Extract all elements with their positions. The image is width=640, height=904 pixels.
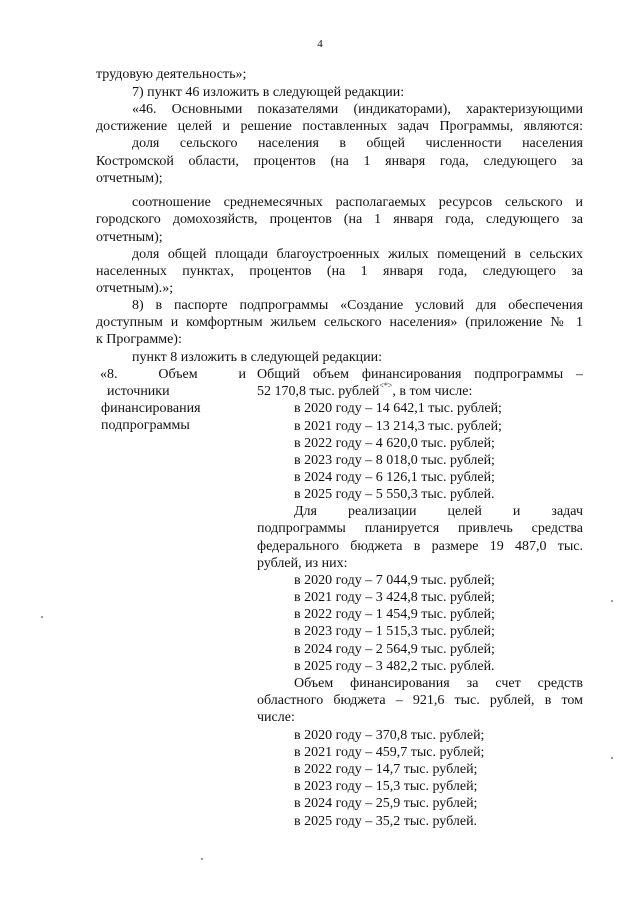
- text-line: доля сельского населения в общей численности населения: [132, 136, 583, 151]
- federal-funding-line: Для реализации целей и задач: [294, 504, 583, 519]
- year-line: в 2023 году – 1 515,3 тыс. рублей;: [294, 624, 495, 639]
- table-left-text: источники: [107, 384, 170, 399]
- text-line: доля общей площади благоустроенных жилых помещений в сельских: [132, 247, 583, 262]
- year-line: в 2023 году – 15,3 тыс. рублей;: [294, 779, 478, 794]
- year-line: в 2022 году – 1 454,9 тыс. рублей;: [294, 607, 495, 622]
- text-line: доступным и комфортным жильем сельского населения» (приложение № 1: [96, 315, 583, 330]
- text-line: 8) в паспорте подпрограммы «Создание условий для обеспечения: [132, 298, 583, 313]
- text-line: отчетным).»;: [96, 281, 174, 296]
- text-line: населенных пунктах, процентов (на 1 января года, следующего за: [96, 264, 583, 279]
- text-line: городского домохозяйств, процентов (на 1 января года, следующего за: [96, 212, 583, 227]
- regional-funding-line: Объем финансирования за счет средств: [294, 676, 583, 691]
- table-left-heading: «8. Объем и: [100, 367, 246, 382]
- text-line: пункт 8 изложить в следующей редакции:: [132, 350, 382, 365]
- scan-speck: [201, 858, 203, 860]
- federal-funding-line: рублей, из них:: [257, 556, 348, 571]
- scan-speck: [611, 600, 613, 602]
- total-funding-line: Общий объем финансирования подпрограммы –: [257, 367, 583, 382]
- year-line: в 2020 году – 7 044,9 тыс. рублей;: [294, 573, 495, 588]
- year-line: в 2020 году – 370,8 тыс. рублей;: [294, 728, 485, 743]
- year-line: в 2021 году – 3 424,8 тыс. рублей;: [294, 590, 495, 605]
- text-line: Костромской области, процентов (на 1 января года, следующего за: [96, 154, 583, 169]
- year-line: в 2025 году – 35,2 тыс. рублей.: [294, 814, 478, 829]
- text-line: 7) пункт 46 изложить в следующей редакции:: [132, 85, 405, 100]
- year-line: в 2025 году – 5 550,3 тыс. рублей.: [294, 487, 495, 502]
- year-line: в 2022 году – 14,7 тыс. рублей;: [294, 762, 478, 777]
- total-funding-line: 52 170,8 тыс. рублей<*>, в том числе:: [257, 381, 473, 399]
- text-line: «46. Основными показателями (индикаторами), характеризующими: [132, 102, 583, 117]
- footnote-mark: <*>: [379, 381, 393, 390]
- year-line: в 2023 году – 8 018,0 тыс. рублей;: [294, 453, 495, 468]
- year-line: в 2020 году – 14 642,1 тыс. рублей;: [294, 401, 502, 416]
- regional-funding-line: числе:: [257, 710, 295, 725]
- text-line: соотношение среднемесячных располагаемых ресурсов сельского и: [132, 195, 583, 210]
- year-line: в 2024 году – 2 564,9 тыс. рублей;: [294, 642, 495, 657]
- table-left-text: подпрограммы: [101, 418, 190, 433]
- year-line: в 2024 году – 6 126,1 тыс. рублей;: [294, 470, 495, 485]
- year-line: в 2025 году – 3 482,2 тыс. рублей.: [294, 659, 495, 674]
- scan-speck: [611, 757, 613, 759]
- year-line: в 2021 году – 459,7 тыс. рублей;: [294, 745, 485, 760]
- text-line: отчетным);: [96, 230, 163, 245]
- page-number: 4: [317, 38, 323, 50]
- federal-funding-line: федерального бюджета в размере 19 487,0 тыс.: [257, 539, 583, 554]
- text-line: к Программе):: [96, 332, 182, 347]
- year-line: в 2021 году – 13 214,3 тыс. рублей;: [294, 419, 502, 434]
- federal-funding-line: подпрограммы планируется привлечь средства: [257, 521, 583, 536]
- regional-funding-line: областного бюджета – 921,6 тыс. рублей, в том: [257, 693, 583, 708]
- text-line: достижение целей и решение поставленных задач Программы, являются:: [96, 119, 583, 134]
- year-line: в 2022 году – 4 620,0 тыс. рублей;: [294, 436, 495, 451]
- text-line: трудовую деятельность»;: [96, 67, 247, 82]
- year-line: в 2024 году – 25,9 тыс. рублей;: [294, 796, 478, 811]
- text-line: отчетным);: [96, 171, 163, 186]
- table-left-text: финансирования: [101, 401, 201, 416]
- scan-speck: [41, 616, 43, 618]
